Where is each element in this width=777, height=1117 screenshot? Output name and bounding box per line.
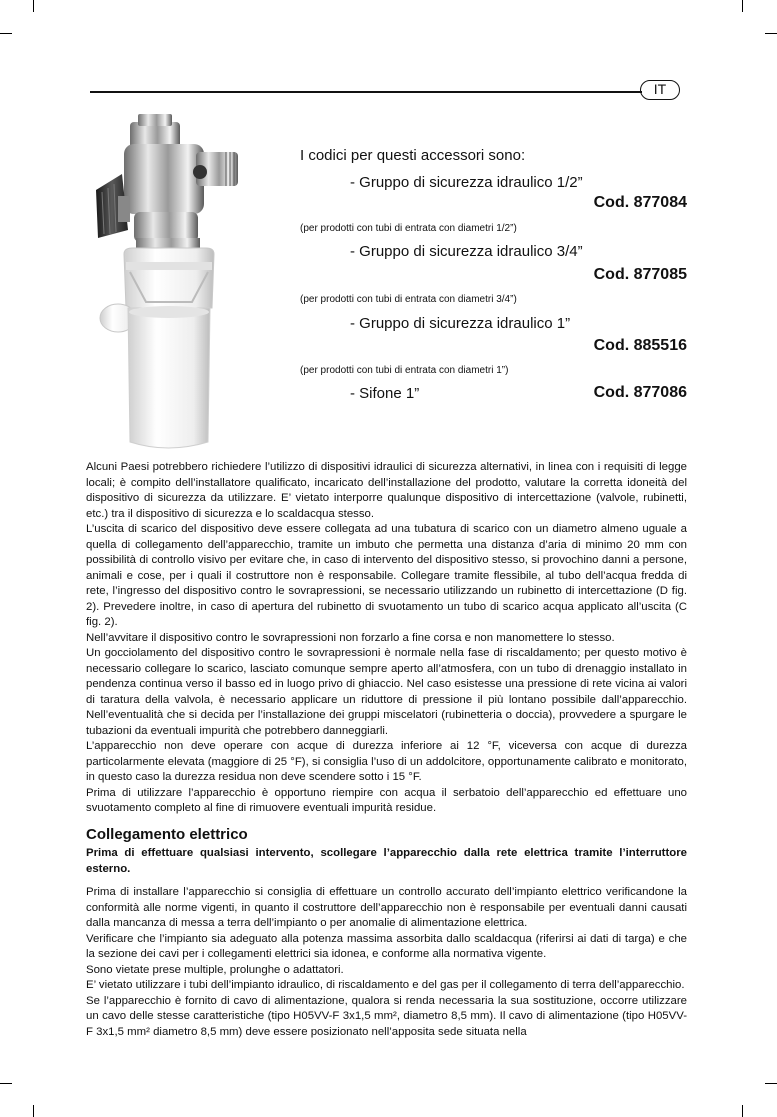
paragraph: Nell’avvitare il dispositivo contro le sovrapressioni non forzarlo a fine corsa e non manomettere lo stesso. xyxy=(86,631,615,644)
paragraph: Se l’apparecchio è fornito di cavo di alimentazione, qualora si renda necessaria la sua sostituzione, occorre utilizzare un cavo delle stesse caratteristiche (tipo H05VV-F 3x1,5 mm², diametro 8,5 mm). Il cavo di alimentazione (tipo H05VV-F 3x1,5 mm² diametro 8,5 mm) deve essere posizionato nell’apposita sede situata nella xyxy=(86,994,687,1038)
accessory-name: - Gruppo di sicurezza idraulico 3/4” xyxy=(350,243,583,260)
language-badge: IT xyxy=(640,80,680,100)
accessory-note: (per prodotti con tubi di entrata con diametri 1/2”) xyxy=(300,223,517,234)
paragraph: L’uscita di scarico del dispositivo deve essere collegata ad una tubatura di scarico con un diametro almeno uguale a quella di collegamento dell’apparecchio, tramite un imbuto che permetta una distanza d’aria di minimo 20 mm con possibilità di controllo visivo per evitare che, in caso di intervento del dispositivo stesso, si provochino danni a persone, animali e cose, per i quali il costruttore non è responsabile. Collegare tramite flessibile, al tubo dell’acqua fredda di rete, l’ingresso del dispositivo contro le sovrapressioni, se necessario utilizzando un rubinetto di intercettazione (D fig. 2). Prevedere inoltre, in caso di apertura del rubinetto di svuotamento un tubo di scarico acqua applicato all’uscita (C fig. 2). xyxy=(86,523,687,628)
paragraph: Alcuni Paesi potrebbero richiedere l’utilizzo di dispositivi idraulici di sicurezza alternativi, in linea con i requisiti di legge locali; è compito dell’installatore qualificato, incaricato dell’installazione del prodotto, valutare la corretta idoneità del dispositivo di sicurezza da utilizzare. E’ vietato interporre qualunque dispositivo di intercettazione (valvole, rubinetti, etc.) tra il dispositivo di sicurezza e lo scaldacqua stesso. xyxy=(86,461,687,520)
accessory-note: (per prodotti con tubi di entrata con diametri 1”) xyxy=(300,365,509,376)
crop-mark xyxy=(765,1083,777,1084)
header-rule xyxy=(90,91,642,93)
crop-mark xyxy=(0,33,12,34)
accessory-code: Cod. 877084 xyxy=(593,194,687,211)
paragraph: Prima di utilizzare l’apparecchio è opportuno riempire con acqua il serbatoio dell’apparecchio ed effettuare uno svuotamento completo al fine di rimuovere eventuali impurità residue. xyxy=(86,786,687,814)
accessory-name: - Sifone 1” xyxy=(350,385,420,402)
accessory-code: Cod. 885516 xyxy=(593,337,687,354)
accessory-code: Cod. 877085 xyxy=(593,266,687,283)
paragraph: E’ vietato utilizzare i tubi dell’impianto idraulico, di riscaldamento e del gas per il collegamento di terra dell’apparecchio. xyxy=(86,979,685,991)
warning-text: Prima di effettuare qualsiasi intervento, scollegare l’apparecchio dalla rete elettrica tramite l’interruttore esterno. xyxy=(86,847,687,875)
paragraph: Un gocciolamento del dispositivo contro le sovrapressioni è normale nella fase di riscaldamento; per questo motivo è necessario collegare lo scarico, lasciato comunque sempre aperto all’atmosfera, con un tubo di drenaggio installato in pendenza continua verso il basso ed in luogo privo di ghiaccio. Nel caso esistesse una pressione di rete vicina ai valori di taratura della valvola, è necessario applicare un riduttore di pressione il più lontano possibile dall’apparecchio. Nell’eventualità che si decida per l’installazione dei gruppi miscelatori (rubinetteria o doccia), provvedere a spurgare le tubazioni da eventuali impurità che potrebbero danneggiarli. xyxy=(86,647,687,737)
crop-mark xyxy=(33,1105,34,1117)
accessory-note: (per prodotti con tubi di entrata con diametri 3/4”) xyxy=(300,294,517,305)
paragraph: Prima di installare l’apparecchio si consiglia di effettuare un controllo accurato dell’impianto elettrico verificandone la conformità alle norme vigenti, in quanto il costruttore dell’apparecchio non è responsabile per eventuali danni causati dalla mancanza di messa a terra dell’impianto o per anomalie di alimentazione elettrica. xyxy=(86,886,687,929)
accessory-code: Cod. 877086 xyxy=(593,384,687,401)
paragraph: Verificare che l’impianto sia adeguato alla potenza massima assorbita dallo scaldacqua (riferirsi ai dati di targa) e che la sezione dei cavi per i collegamenti elettrici sia idonea, e conforme alla normativa vigente. xyxy=(86,932,687,960)
accessory-name: - Gruppo di sicurezza idraulico 1” xyxy=(350,315,571,332)
crop-mark xyxy=(742,1105,743,1117)
crop-mark xyxy=(765,33,777,34)
crop-mark xyxy=(33,0,34,12)
section-heading: Collegamento elettrico xyxy=(86,825,248,843)
crop-mark xyxy=(0,1083,12,1084)
body-text xyxy=(86,460,687,1040)
accessory-name: - Gruppo di sicurezza idraulico 1/2” xyxy=(350,174,583,191)
crop-mark xyxy=(742,0,743,12)
codes-intro: I codici per questi accessori sono: xyxy=(300,147,526,164)
paragraph: L’apparecchio non deve operare con acque di durezza inferiore ai 12 °F, viceversa con acque di durezza particolarmente elevata (maggiore di 25 °F), si consiglia l’uso di un addolcitore, opportunamente calibrato e monitorato, in questo caso la durezza residua non deve scendere sotto i 15 °F. xyxy=(86,740,687,783)
paragraph: Sono vietate prese multiple, prolunghe o adattatori. xyxy=(86,963,344,976)
safety-valve-illustration xyxy=(88,112,248,452)
